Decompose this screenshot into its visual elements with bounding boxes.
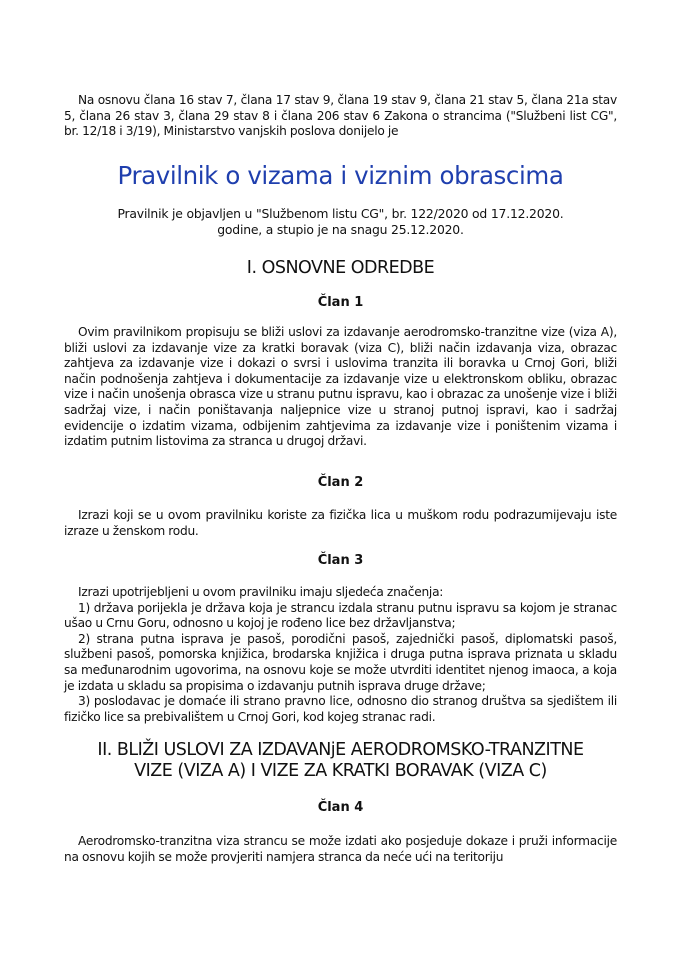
section-heading-2: [64, 740, 617, 782]
article-1-body: [64, 325, 617, 450]
publication-info-line-2: godine, a stupio je na snagu 25.12.2020.: [217, 221, 464, 237]
article-4-body: [64, 834, 617, 865]
article-3-body: [64, 585, 617, 725]
article-heading-4: Član 4: [317, 800, 364, 815]
publication-info: [64, 206, 617, 237]
section-heading-2-line-1: II. BLIŽI USLOVI ZA IZDAVANjE AERODROMSKO-TRANZITNE: [97, 740, 584, 760]
article-2-paragraph: Izrazi koji se u ovom pravilniku koriste za fizička lica u muškom rodu podrazumijevaju iste izraze u ženskom rodu.: [64, 508, 617, 538]
article-3-item-3: 3) poslodavac je domaće ili strano pravno lice, odnosno dio stranog društva sa sjedištem ili fizičko lice sa prebivalištem u Crnoj Gori, kod kojeg stranac radi.: [64, 694, 617, 724]
article-3-item-2: 2) strana putna isprava je pasoš, porodični pasoš, zajednički pasoš, diplomatski pasoš, službeni pasoš, pomorska knjižica, brodarska knjižica i druga putna isprava priznata u skladu sa međunarodnim ugovorima, na osnovu koje se može utvrditi identitet njenog imaoca, a koja je izdata u skladu sa propisima o izdavanju putnih isprava druge države;: [64, 631, 617, 693]
article-1-paragraph: Ovim pravilnikom propisuju se bliži uslovi za izdavanje aerodromsko-tranzitne vize (viza A), bliži uslovi za izdavanje vize za kratki boravak (viza C), bliži način izdavanja viza, obrazac zahtjeva za izdavanje vize i dokazi o svrsi i uslovima tranzita ili boravka u Crnoj Gori, bliži način podnošenja zahtjeva i dokumentacije za izdavanje vize u elektronskom obliku, obrazac vize i način unošenja obrasca vize u stranu putnu ispravu, kao i obrazac za unošenje vize i bliži sadržaj vize, i način poništavanja naljepnice vize u stranoj putnoj ispravi, kao i sadržaj evidencije o izdatim vizama, odbijenim zahtjevima za izdavanje vize i poništenim vizama i izdatim putnim listovima za stranca u drugoj državi.: [64, 325, 617, 449]
preamble-paragraph: Na osnovu člana 16 stav 7, člana 17 stav 9, člana 19 stav 9, člana 21 stav 5, člana 21a stav 5, člana 26 stav 3, člana 29 stav 8 i člana 206 stav 6 Zakona o strancima ("Službeni list CG", br. 12/18 i 3/19), Ministarstvo vanjskih poslova donijelo je: [64, 93, 617, 139]
article-heading-1: Član 1: [317, 295, 364, 310]
article-3-intro: Izrazi upotrijebljeni u ovom pravilniku imaju sljedeća značenja:: [78, 585, 444, 599]
section-heading-1: I. OSNOVNE ODREDBE: [246, 258, 435, 278]
article-4-paragraph: Aerodromsko-tranzitna viza strancu se može izdati ako posjeduje dokaze i pruži informacije na osnovu kojih se može provjeriti namjera stranca da neće ući na teritoriju: [64, 834, 617, 864]
article-2-body: [64, 508, 617, 539]
article-heading-3: Član 3: [317, 553, 364, 568]
publication-info-line-1: Pravilnik je objavljen u "Službenom listu CG", br. 122/2020 od 17.12.2020.: [117, 206, 564, 221]
section-heading-2-line-2: VIZE (VIZA A) I VIZE ZA KRATKI BORAVAK (VIZA C): [134, 761, 547, 781]
document-title: Pravilnik o vizama i viznim obrascima: [117, 161, 564, 190]
article-3-item-1: 1) država porijekla je država koja je strancu izdala stranu putnu ispravu sa kojom je stranac ušao u Crnu Goru, odnosno u kojoj je rođeno lice bez državljanstva;: [64, 600, 617, 631]
article-heading-2: Član 2: [317, 475, 364, 490]
